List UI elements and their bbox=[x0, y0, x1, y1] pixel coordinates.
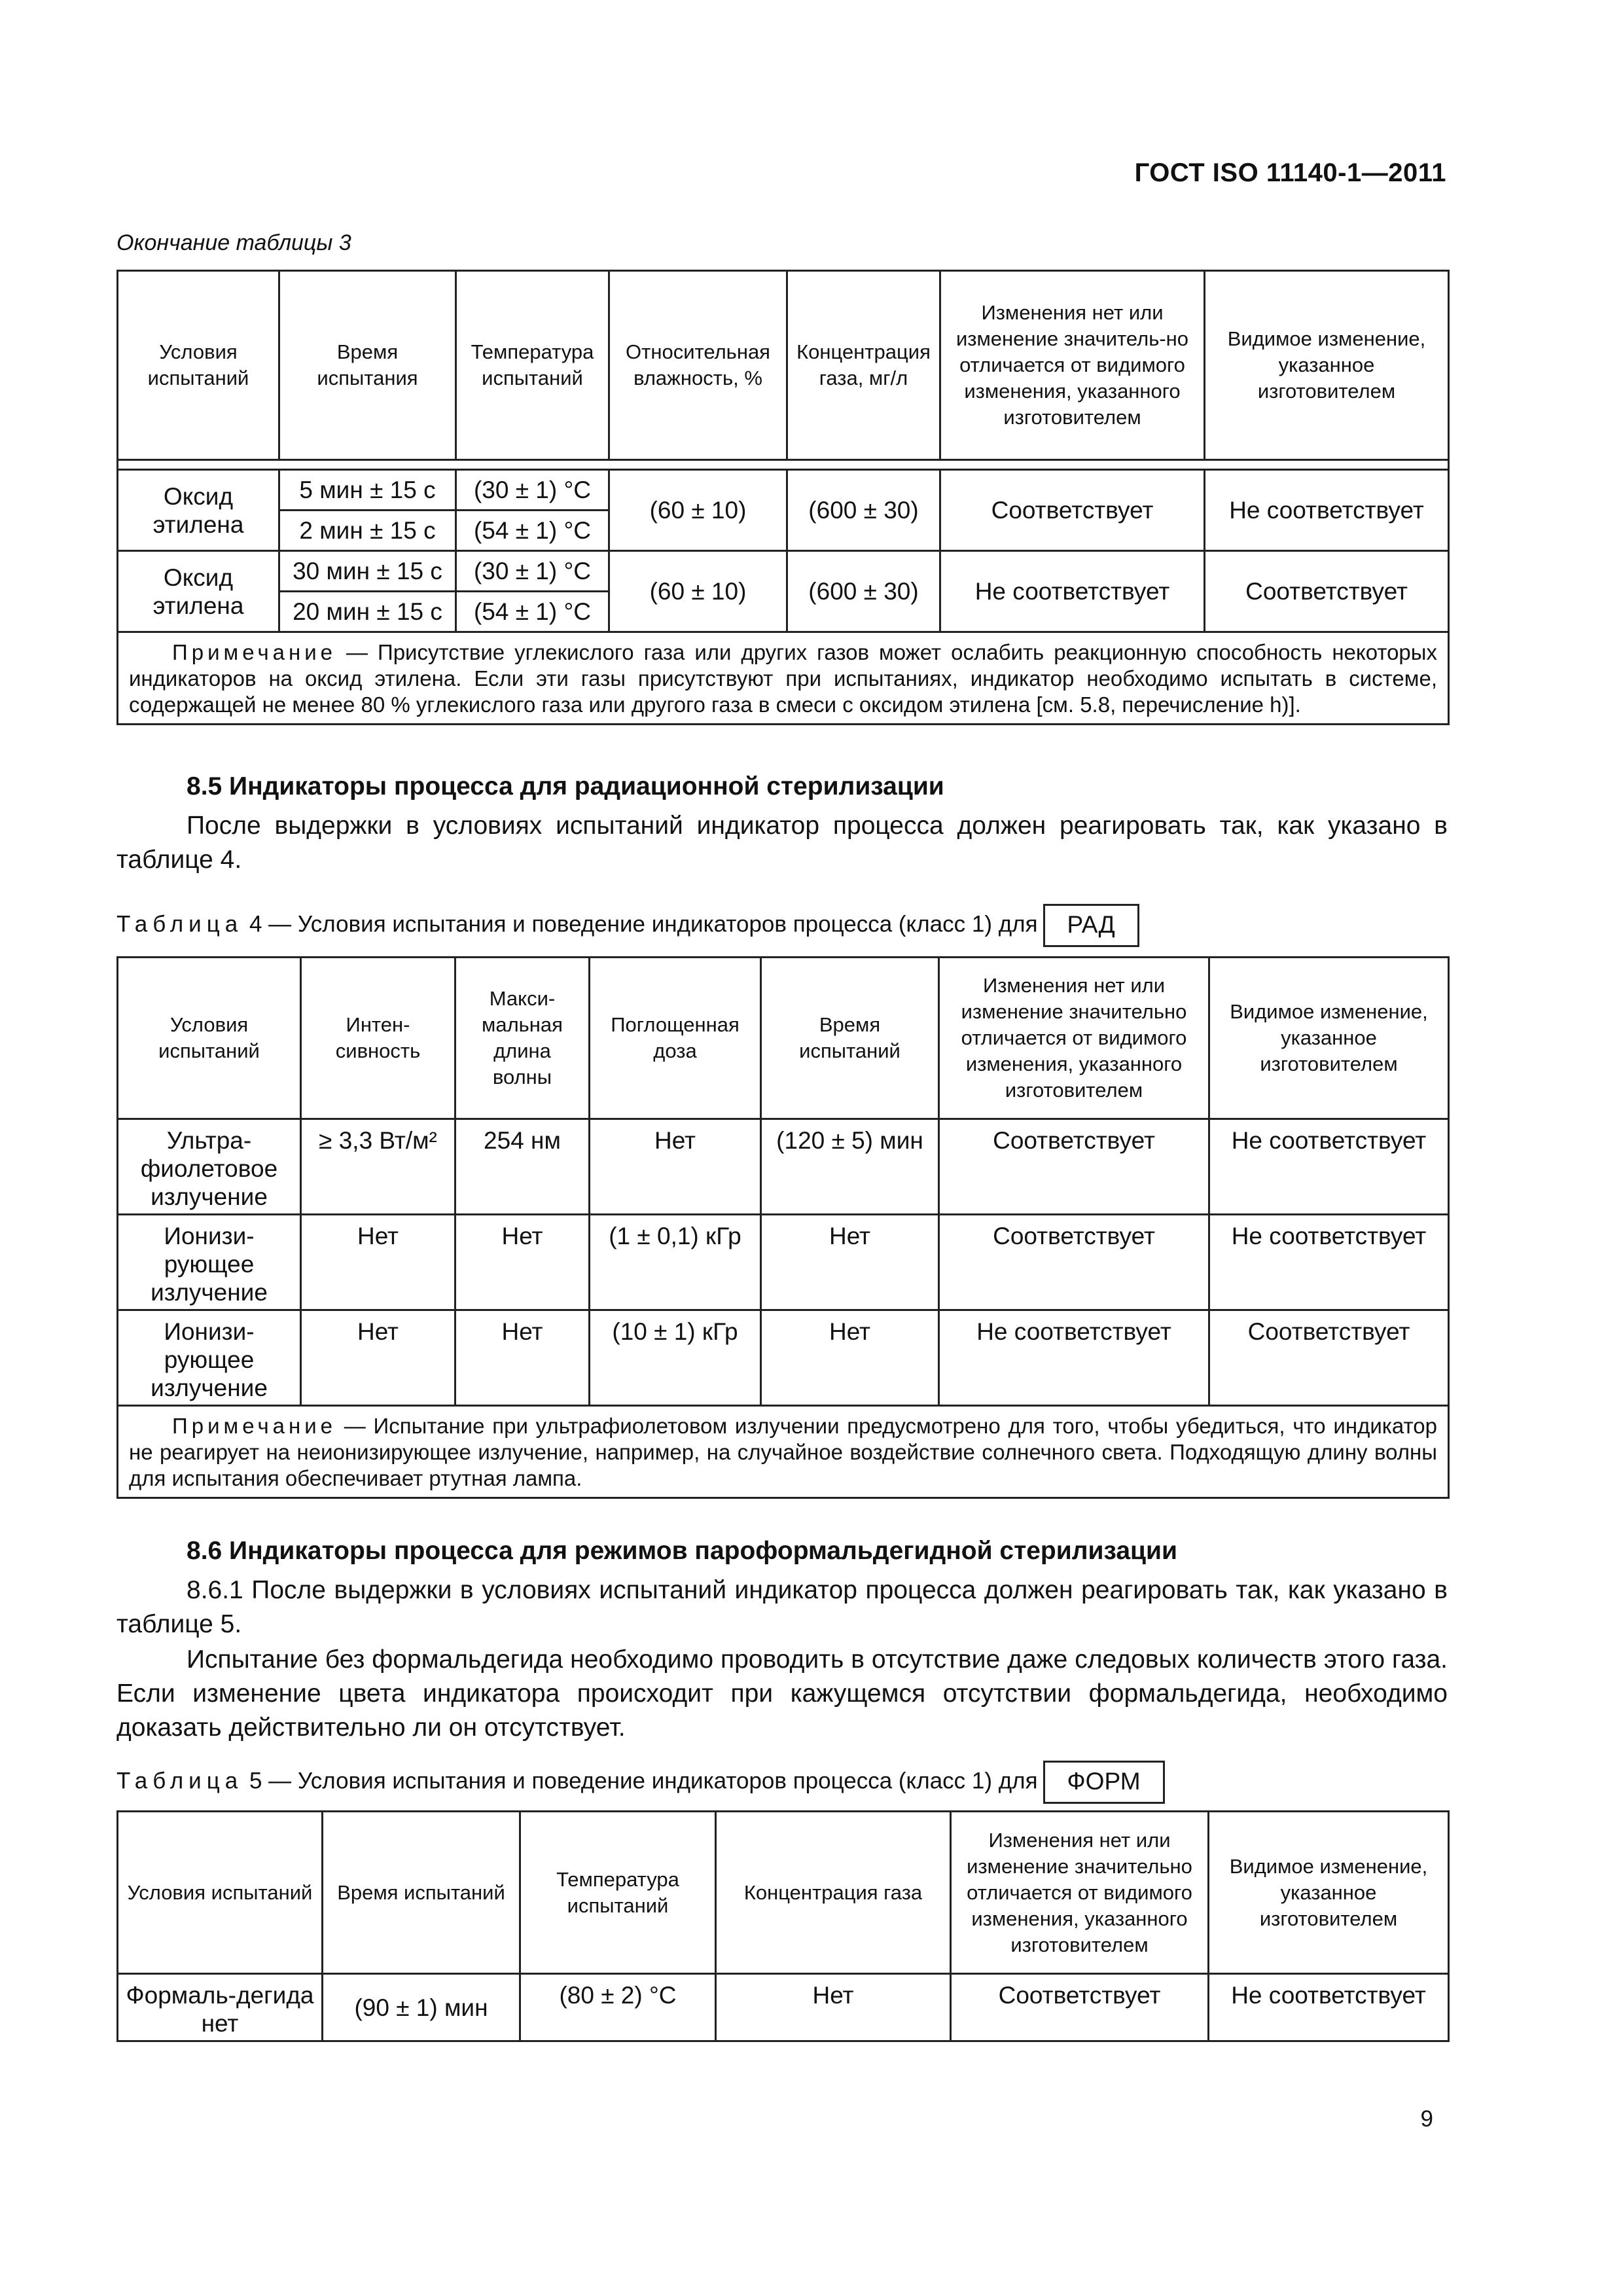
table3-header-cell: Видимое изменение, указанное изготовителем bbox=[1205, 271, 1449, 460]
table-cell-no-change: Не соответствует bbox=[940, 551, 1205, 632]
table-row bbox=[118, 1310, 1449, 1406]
table5-header-cell: Условия испытаний bbox=[118, 1812, 323, 1974]
table5-header-cell: Время испытаний bbox=[323, 1812, 520, 1974]
table-cell-time: Нет bbox=[761, 1310, 939, 1406]
table-cell-humidity: (60 ± 10) bbox=[609, 551, 787, 632]
table-cell-temperature: (54 ± 1) °C bbox=[456, 511, 609, 551]
table3-header-cell: Условия испытаний bbox=[118, 271, 279, 460]
table4-note-row bbox=[118, 1406, 1449, 1498]
table5-caption bbox=[116, 1761, 1165, 1804]
table-cell-time: 2 мин ± 15 с bbox=[279, 511, 456, 551]
table-3 bbox=[116, 270, 1450, 725]
table-cell-no-change: Соответствует bbox=[939, 1215, 1209, 1310]
table4-header-cell: Изменения нет или изменение значительно отличается от видимого изменения, указанного изготовителем bbox=[939, 958, 1209, 1119]
note-text: — Присутствие углекислого газа или других газов может ослабить реакционную способность некоторых индикаторов на оксид этилена. Если эти газы присутствуют при испытаниях, индикатор необходимо испытать в системе, содержащей не менее 80 % углекислого газа или другого газа в смеси с оксидом этилена [см. 5.8, перечисление h)]. bbox=[129, 640, 1437, 717]
table5-header-cell: Температура испытаний bbox=[520, 1812, 716, 1974]
table4-caption bbox=[116, 904, 1139, 947]
table-cell-concentration: Нет bbox=[716, 1974, 951, 2041]
table-4 bbox=[116, 956, 1450, 1499]
table-cell-condition: Ионизи-рующее излучение bbox=[118, 1215, 301, 1310]
table3-header-cell: Время испытания bbox=[279, 271, 456, 460]
table-cell-wavelength: Нет bbox=[455, 1215, 590, 1310]
section-8-6-title: 8.6 Индикаторы процесса для режимов пароформальдегидной стерилизации bbox=[187, 1537, 1177, 1565]
table-cell-no-change: Соответствует bbox=[951, 1974, 1209, 2041]
table-cell-condition: Ионизи-рующее излучение bbox=[118, 1310, 301, 1406]
document-header: ГОСТ ISO 11140-1—2011 bbox=[1134, 158, 1446, 187]
table-cell-wavelength: Нет bbox=[455, 1310, 590, 1406]
table-cell-temperature: (80 ± 2) °C bbox=[520, 1974, 716, 2041]
table3-continuation-caption: Окончание таблицы 3 bbox=[116, 230, 351, 255]
table-cell-no-change: Не соответствует bbox=[939, 1310, 1209, 1406]
table5-header-row bbox=[118, 1812, 1449, 1974]
note-label: Примечание bbox=[172, 640, 337, 664]
table-cell-condition: Ультра-фиолетовое излучение bbox=[118, 1119, 301, 1215]
table-cell-time: 30 мин ± 15 с bbox=[279, 551, 456, 592]
table-cell-time: 5 мин ± 15 с bbox=[279, 470, 456, 511]
table-cell-no-change: Соответствует bbox=[939, 1119, 1209, 1215]
table-cell-temperature: (30 ± 1) °C bbox=[456, 470, 609, 511]
table-row bbox=[118, 1215, 1449, 1310]
table-cell-wavelength: 254 нм bbox=[455, 1119, 590, 1215]
table3-note-row bbox=[118, 632, 1449, 725]
table-cell-visible-change: Не соответствует bbox=[1209, 1215, 1449, 1310]
table-cell-visible-change: Не соответствует bbox=[1209, 1974, 1449, 2041]
table3-header-cell: Температура испытаний bbox=[456, 271, 609, 460]
table-cell-time: (90 ± 1) мин bbox=[323, 1974, 520, 2041]
table3-header-cell: Концентрация газа, мг/л bbox=[787, 271, 940, 460]
table-cell-visible-change: Соответствует bbox=[1205, 551, 1449, 632]
table-cell-dose: (1 ± 0,1) кГр bbox=[590, 1215, 761, 1310]
table4-header-row bbox=[118, 958, 1449, 1119]
table-cell-condition: Оксид этилена bbox=[118, 551, 279, 632]
table4-header-cell: Макси-мальная длина волны bbox=[455, 958, 590, 1119]
section-8-6-paragraph-1: 8.6.1 После выдержки в условиях испытаний индикатор процесса должен реагировать так, как указано в таблице 5. bbox=[116, 1576, 1448, 1638]
table4-caption-box: РАД bbox=[1043, 904, 1139, 947]
note-label: Примечание bbox=[172, 1414, 337, 1438]
table-cell-intensity: Нет bbox=[301, 1310, 455, 1406]
table-5 bbox=[116, 1810, 1450, 2042]
section-8-5-paragraph: После выдержки в условиях испытаний индикатор процесса должен реагировать так, как указано в таблице 4. bbox=[116, 812, 1448, 874]
table4-header-cell: Поглощенная доза bbox=[590, 958, 761, 1119]
table-cell-dose: Нет bbox=[590, 1119, 761, 1215]
table-cell-time: 20 мин ± 15 с bbox=[279, 592, 456, 632]
page-number: 9 bbox=[1420, 2106, 1433, 2132]
table-cell-visible-change: Не соответствует bbox=[1209, 1119, 1449, 1215]
table-cell-condition: Оксид этилена bbox=[118, 470, 279, 551]
table4-note bbox=[118, 1406, 1449, 1498]
table-row bbox=[118, 1974, 1449, 2041]
table-cell-temperature: (30 ± 1) °C bbox=[456, 551, 609, 592]
table5-caption-label: Таблица bbox=[116, 1768, 243, 1794]
table4-caption-label: Таблица bbox=[116, 911, 243, 937]
table-cell-no-change: Соответствует bbox=[940, 470, 1205, 551]
table3-header-row bbox=[118, 271, 1449, 460]
table3-separator bbox=[118, 460, 1449, 470]
table-cell-condition: Формаль-дегида нет bbox=[118, 1974, 323, 2041]
table-cell-concentration: (600 ± 30) bbox=[787, 551, 940, 632]
table5-header-cell: Изменения нет или изменение значительно отличается от видимого изменения, указанного изготовителем bbox=[951, 1812, 1209, 1974]
table-cell-humidity: (60 ± 10) bbox=[609, 470, 787, 551]
table-row bbox=[118, 470, 1449, 511]
table-cell-intensity: Нет bbox=[301, 1215, 455, 1310]
table5-caption-text: 5 — Условия испытания и поведение индикаторов процесса (класс 1) для bbox=[243, 1768, 1038, 1794]
table-cell-intensity: ≥ 3,3 Вт/м² bbox=[301, 1119, 455, 1215]
table5-header-cell: Концентрация газа bbox=[716, 1812, 951, 1974]
table4-caption-text: 4 — Условия испытания и поведение индикаторов процесса (класс 1) для bbox=[243, 911, 1038, 937]
table-row bbox=[118, 551, 1449, 592]
table4-header-cell: Время испытаний bbox=[761, 958, 939, 1119]
table4-header-cell: Интен-сивность bbox=[301, 958, 455, 1119]
table-cell-visible-change: Не соответствует bbox=[1205, 470, 1449, 551]
table-cell-temperature: (54 ± 1) °C bbox=[456, 592, 609, 632]
table4-header-cell: Видимое изменение, указанное изготовителем bbox=[1209, 958, 1449, 1119]
table3-header-cell: Относительная влажность, % bbox=[609, 271, 787, 460]
table-row bbox=[118, 1119, 1449, 1215]
note-text: — Испытание при ультрафиолетовом излучении предусмотрено для того, чтобы убедиться, что индикатор не реагирует на неионизирующее излучение, например, на случайное воздействие солнечного света. Подходящую длину волны для испытания обеспечивает ртутная лампа. bbox=[129, 1414, 1437, 1490]
table-cell-visible-change: Соответствует bbox=[1209, 1310, 1449, 1406]
table3-header-cell: Изменения нет или изменение значитель-но отличается от видимого изменения, указанного изготовителем bbox=[940, 271, 1205, 460]
table5-caption-box: ФОРМ bbox=[1043, 1761, 1165, 1804]
table3-note bbox=[118, 632, 1449, 725]
table-cell-time: (120 ± 5) мин bbox=[761, 1119, 939, 1215]
table-cell-time: Нет bbox=[761, 1215, 939, 1310]
table-cell-concentration: (600 ± 30) bbox=[787, 470, 940, 551]
table-cell-dose: (10 ± 1) кГр bbox=[590, 1310, 761, 1406]
table5-header-cell: Видимое изменение, указанное изготовителем bbox=[1209, 1812, 1449, 1974]
section-8-5-title: 8.5 Индикаторы процесса для радиационной стерилизации bbox=[187, 772, 944, 800]
section-8-6-paragraph-2: Испытание без формальдегида необходимо проводить в отсутствие даже следовых количеств этого газа. Если изменение цвета индикатора происходит при кажущемся отсутствии формальдегида, необходимо доказать действительно ли он отсутствует. bbox=[116, 1645, 1448, 1742]
table4-header-cell: Условия испытаний bbox=[118, 958, 301, 1119]
